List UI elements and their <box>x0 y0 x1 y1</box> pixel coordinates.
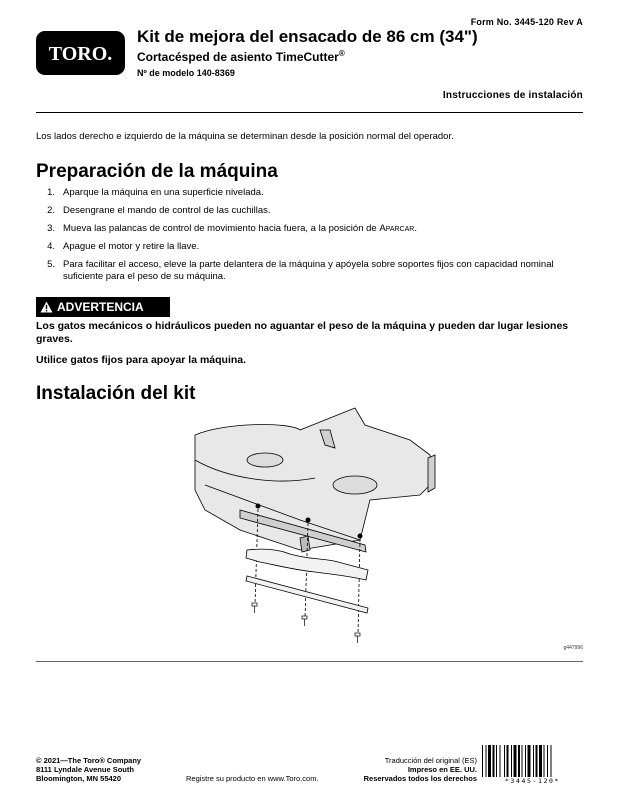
installation-heading: Instalación del kit <box>36 383 196 404</box>
barcode-bar <box>496 745 497 777</box>
barcode <box>482 745 583 777</box>
barcode-bar <box>547 745 548 777</box>
barcode-bar <box>514 745 517 777</box>
list-item: 2. Desengrane el mando de control de las cuchillas. <box>47 205 271 216</box>
barcode-bar <box>518 745 520 777</box>
list-item: 4. Apague el motor y retire la llave. <box>47 241 200 252</box>
barcode-bar <box>488 745 491 777</box>
barcode-bar <box>522 745 523 777</box>
barcode-text: *3445-120* <box>504 777 561 785</box>
list-item: 5. Para facilitar el acceso, eleve la parte delantera de la máquina y apóyela sobre soportes fijos con capacidad nominal suficiente para el peso de su máquina. <box>47 259 554 282</box>
warning-instruction: Utilice gatos fijos para apoyar la máquina. <box>36 354 247 366</box>
installation-figure <box>150 400 450 650</box>
document-type: Instrucciones de instalación <box>442 90 583 101</box>
warning-label: ADVERTENCIA <box>57 300 144 314</box>
barcode-bar <box>528 745 531 777</box>
barcode-bar <box>504 745 505 777</box>
company-address: © 2021—The Toro® Company 8111 Lyndale Avenue South Bloomington, MN 55420 <box>36 756 142 783</box>
warning-badge <box>36 297 170 317</box>
screws <box>252 603 360 643</box>
translation-info: Traducción del original (ES) Impreso en EE. UU. Reservados todos los derechos <box>363 756 477 783</box>
document-subtitle: Cortacésped de asiento TimeCutter® <box>137 49 345 64</box>
footer-divider <box>36 661 583 662</box>
form-number: Form No. 3445-120 Rev A <box>470 17 583 27</box>
figure-id: g447996 <box>563 645 583 651</box>
model-number: Nº de modelo 140-8369 <box>137 68 235 78</box>
barcode-bar <box>533 745 534 777</box>
preparation-steps <box>36 187 556 289</box>
mounting-bar <box>246 576 368 613</box>
barcode-bar <box>500 745 501 777</box>
header-divider <box>36 112 583 113</box>
list-item: 1. Aparque la máquina en una superficie nivelada. <box>47 187 264 198</box>
register-link-text: Registre su producto en www.Toro.com. <box>186 774 319 783</box>
barcode-bar <box>525 745 526 777</box>
barcode-bar <box>536 745 538 777</box>
warning-triangle-icon <box>40 301 53 313</box>
barcode-bar <box>544 745 545 777</box>
barcode-bar <box>511 745 512 777</box>
barcode-bar <box>493 745 495 777</box>
barcode-bar <box>539 745 542 777</box>
toro-logo <box>36 31 125 75</box>
barcode-bar <box>507 745 509 777</box>
barcode-bar <box>551 745 552 777</box>
document-title: Kit de mejora del ensacado de 86 cm (34") <box>137 27 478 46</box>
mower-deck <box>195 408 435 552</box>
warning-text: Los gatos mecánicos o hidráulicos pueden no aguantar el peso de la máquina y pueden dar lugar lesiones graves. <box>36 320 569 345</box>
barcode-bar <box>482 745 483 777</box>
barcode-bar <box>486 745 487 777</box>
logo-text: TORO. <box>48 43 113 65</box>
preparation-heading: Preparación de la máquina <box>36 161 278 182</box>
intro-text: Los lados derecho e izquierdo de la máquina se determinan desde la posición normal del operador. <box>36 131 454 142</box>
list-item: 3. Mueva las palancas de control de movimiento hacia fuera, a la posición de Aparcar. <box>47 223 417 234</box>
